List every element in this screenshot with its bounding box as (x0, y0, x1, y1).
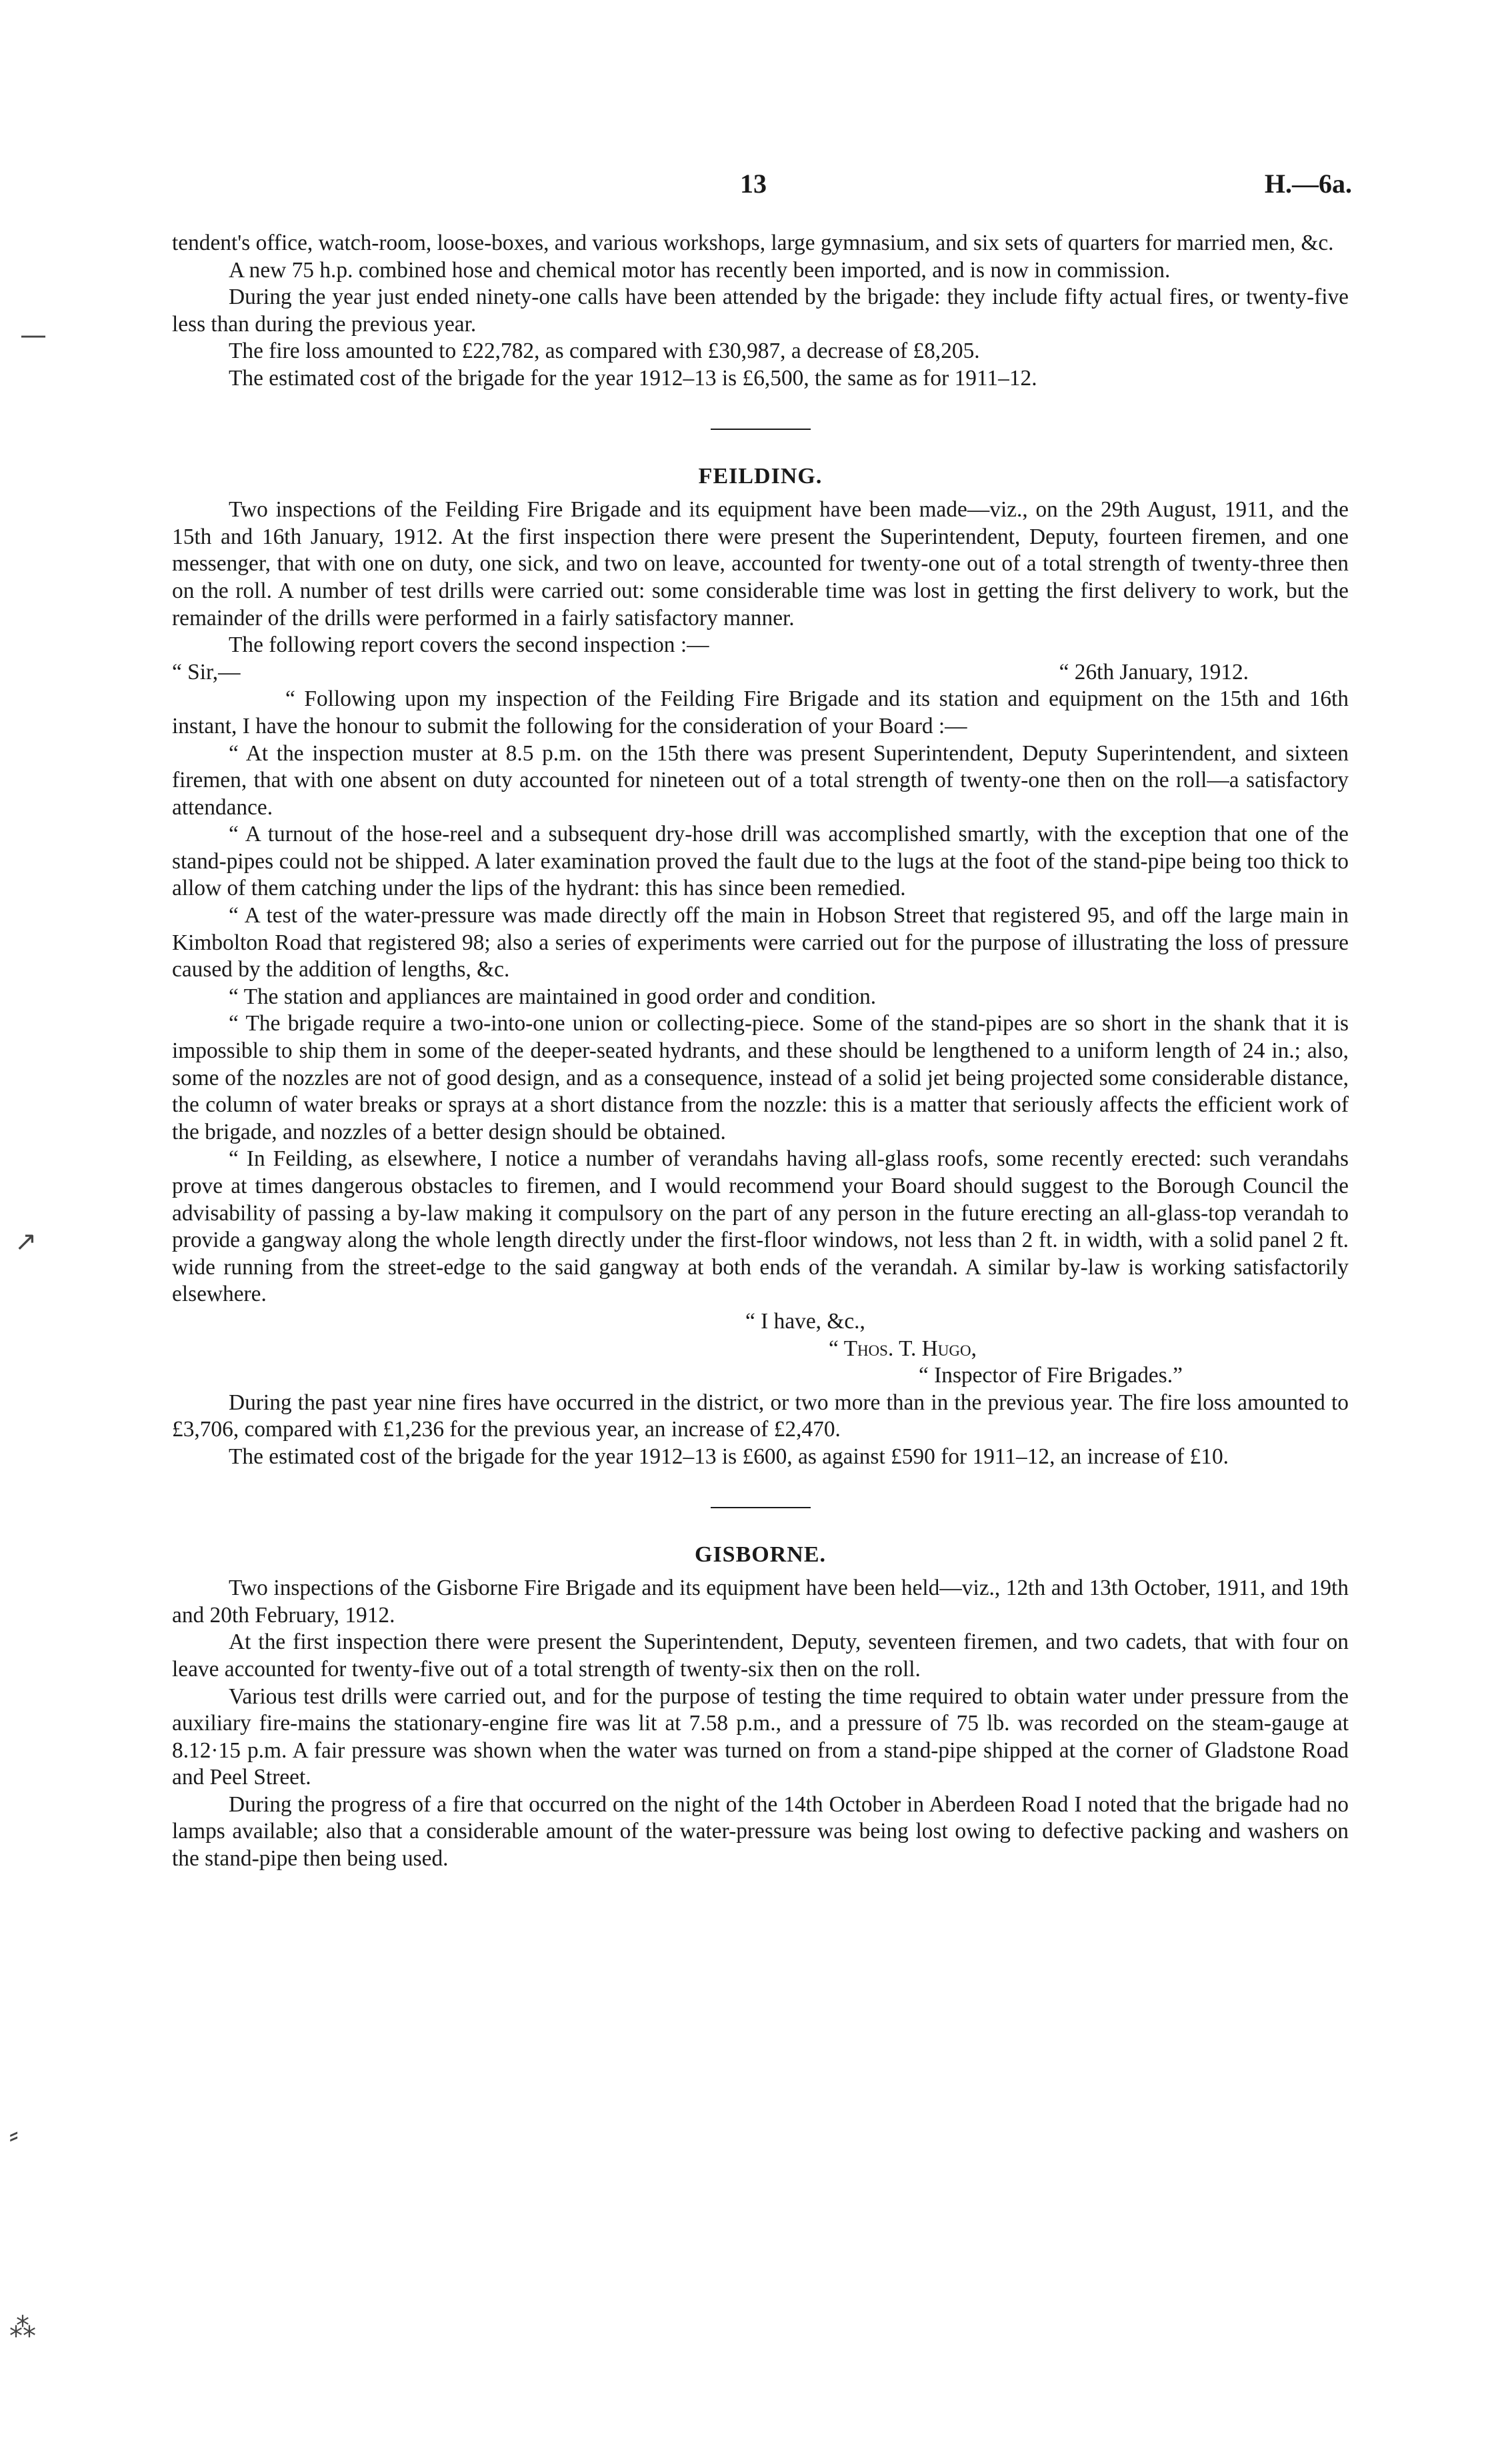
intro-section (172, 230, 1349, 393)
page-header (0, 168, 1512, 208)
paragraph: Various test drills were carried out, and for the purpose of testing the time required to obtain water under pressure from the auxiliary fire-mains the stationary-engine fire was lit at 7.58 p.m., and a pressure of 75 lb. was recorded on the steam-gauge at 8.12·15 p.m. A fair pressure was shown when the water was turned on from a stand-pipe shipped at the corner of Gladstone Road and Peel Street. (172, 1684, 1349, 1790)
letter-date: “ 26th January, 1912. (1059, 659, 1249, 684)
margin-mark-icon: ⁂ (9, 2313, 36, 2343)
paragraph: tendent's office, watch-room, loose-boxes, and various workshops, large gymnasium, and six sets of quarters for married men, &c. (172, 231, 1334, 255)
paragraph: During the year just ended ninety-one calls have been attended by the brigade: they include fifty actual fires, or twenty-five less than during the previous year. (172, 285, 1349, 337)
paragraph: A new 75 h.p. combined hose and chemical motor has recently been imported, and is now in commission. (229, 257, 1171, 283)
paper-reference: H.—6a. (1264, 169, 1352, 199)
letter-paragraph: “ The brigade require a two-into-one union or collecting-piece. Some of the stand-pipes are so short in the shank that it is impossible to ship them in some of the deeper-seated hydrants, and these should be lengthened to a uniform length of 24 in.; also, some of the nozzles are not of good design, and as a consequence, instead of a solid jet being projected some considerable distance, the column of water breaks or sprays at a short distance from the nozzle: this is a matter that seriously affects the efficient work of the brigade, and nozzles of a better design should be obtained. (172, 1011, 1349, 1144)
paragraph: Two inspections of the Feilding Fire Brigade and its equipment have been made—viz., on the 29th August, 1911, and the 15th and 16th January, 1912. At the first inspection there were present the Superintendent, Deputy, fourteen firemen, and one messenger, that with one on duty, one sick, and two on leave, accounted for twenty-one out of a total strength of twenty-three then on the roll. A number of test drills were carried out: some considerable time was lost in getting the first delivery to work, but the remainder of the drills were performed in a fairly satisfactory manner. (172, 497, 1349, 630)
paragraph: During the past year nine fires have occurred in the district, or two more than in the previous year. The fire loss amounted to £3,706, compared with £1,236 for the previous year, an increase of £2,470. (172, 1390, 1349, 1442)
letter-paragraph: “ Following upon my inspection of the Feilding Fire Brigade and its station and equipment on the 15th and 16th instant, I have the honour to submit the following for the consideration of your Board :— (172, 686, 1349, 738)
letter-header (172, 659, 1349, 686)
feilding-section (172, 463, 1349, 1471)
salutation: “ Sir,— (172, 659, 241, 684)
paragraph: At the first inspection there were present the Superintendent, Deputy, seventeen firemen, and two cadets, that with four on leave accounted for twenty-five out of a total strength of twenty-six then on the roll. (172, 1630, 1349, 1682)
margin-mark-icon: ↗ (15, 1226, 37, 1257)
letter-paragraph: “ In Feilding, as elsewhere, I notice a number of verandahs having all-glass roofs, some recently erected: such verandahs prove at times dangerous obstacles to firemen, and I would recommend your Board should suggest to the Borough Council the advisability of passing a by-law making it compulsory on the part of any person in the future erecting an all-glass-top verandah to provide a gangway along the whole length directly under the first-floor windows, not less than 2 ft. in width, with a solid panel 2 ft. wide running from the street-edge to the said gangway at both ends of the verandah. A similar by-law is working satisfactorily elsewhere. (172, 1146, 1349, 1307)
letter-paragraph: “ At the inspection muster at 8.5 p.m. on the 15th there was present Superintendent, Deputy Superintendent, and sixteen firemen, that with one absent on duty accounted for nineteen out of a total strength of twenty-one then on the roll—a satisfactory attendance. (172, 740, 1349, 820)
paragraph: The estimated cost of the brigade for the year 1912–13 is £6,500, the same as for 1911–12. (229, 365, 1037, 391)
gisborne-section (172, 1542, 1349, 1873)
paragraph: The following report covers the second inspection :— (229, 632, 709, 658)
letter-signature: “ Thos. T. Hugo, (829, 1336, 977, 1361)
letter-paragraph: “ A test of the water-pressure was made directly off the main in Hobson Street that registered 95, and off the large main in Kimbolton Road that registered 98; also a series of experiments were carried out for the purpose of illustrating the loss of pressure caused by the addition of lengths, &c. (172, 903, 1349, 982)
paragraph: During the progress of a fire that occurred on the night of the 14th October in Aberdeen Road I noted that the brigade had no lamps available; also that a considerable amount of the water-pressure was being lost owing to defective packing and washers on the stand-pipe then being used. (172, 1792, 1349, 1871)
document-body (172, 230, 1349, 1873)
letter-title: “ Inspector of Fire Brigades.” (919, 1363, 1183, 1388)
margin-mark-icon: ⸗ (9, 2119, 19, 2150)
letter-paragraph: “ The station and appliances are maintained in good order and condition. (229, 984, 877, 1009)
paragraph: The fire loss amounted to £22,782, as compared with £30,987, a decrease of £8,205. (229, 339, 980, 364)
section-heading: GISBORNE. (695, 1542, 826, 1567)
letter-paragraph: “ A turnout of the hose-reel and a subsequent dry-hose drill was accomplished smartly, with the exception that one of the stand-pipes could not be shipped. A later examination proved the fault due to the lugs at the foot of the stand-pipe being too thick to allow of them catching under the lips of the hydrant: this has since been remedied. (172, 822, 1349, 901)
page-number: 13 (740, 169, 767, 199)
margin-mark-icon: — (20, 320, 47, 351)
letter-closing: “ I have, &c., (745, 1308, 865, 1334)
paragraph: The estimated cost of the brigade for the year 1912–13 is £600, as against £590 for 1911–12, an increase of £10. (229, 1444, 1229, 1469)
paragraph: Two inspections of the Gisborne Fire Brigade and its equipment have been held—viz., 12th and 13th October, 1911, and 19th and 20th February, 1912. (172, 1576, 1349, 1628)
section-heading: FEILDING. (698, 463, 823, 489)
